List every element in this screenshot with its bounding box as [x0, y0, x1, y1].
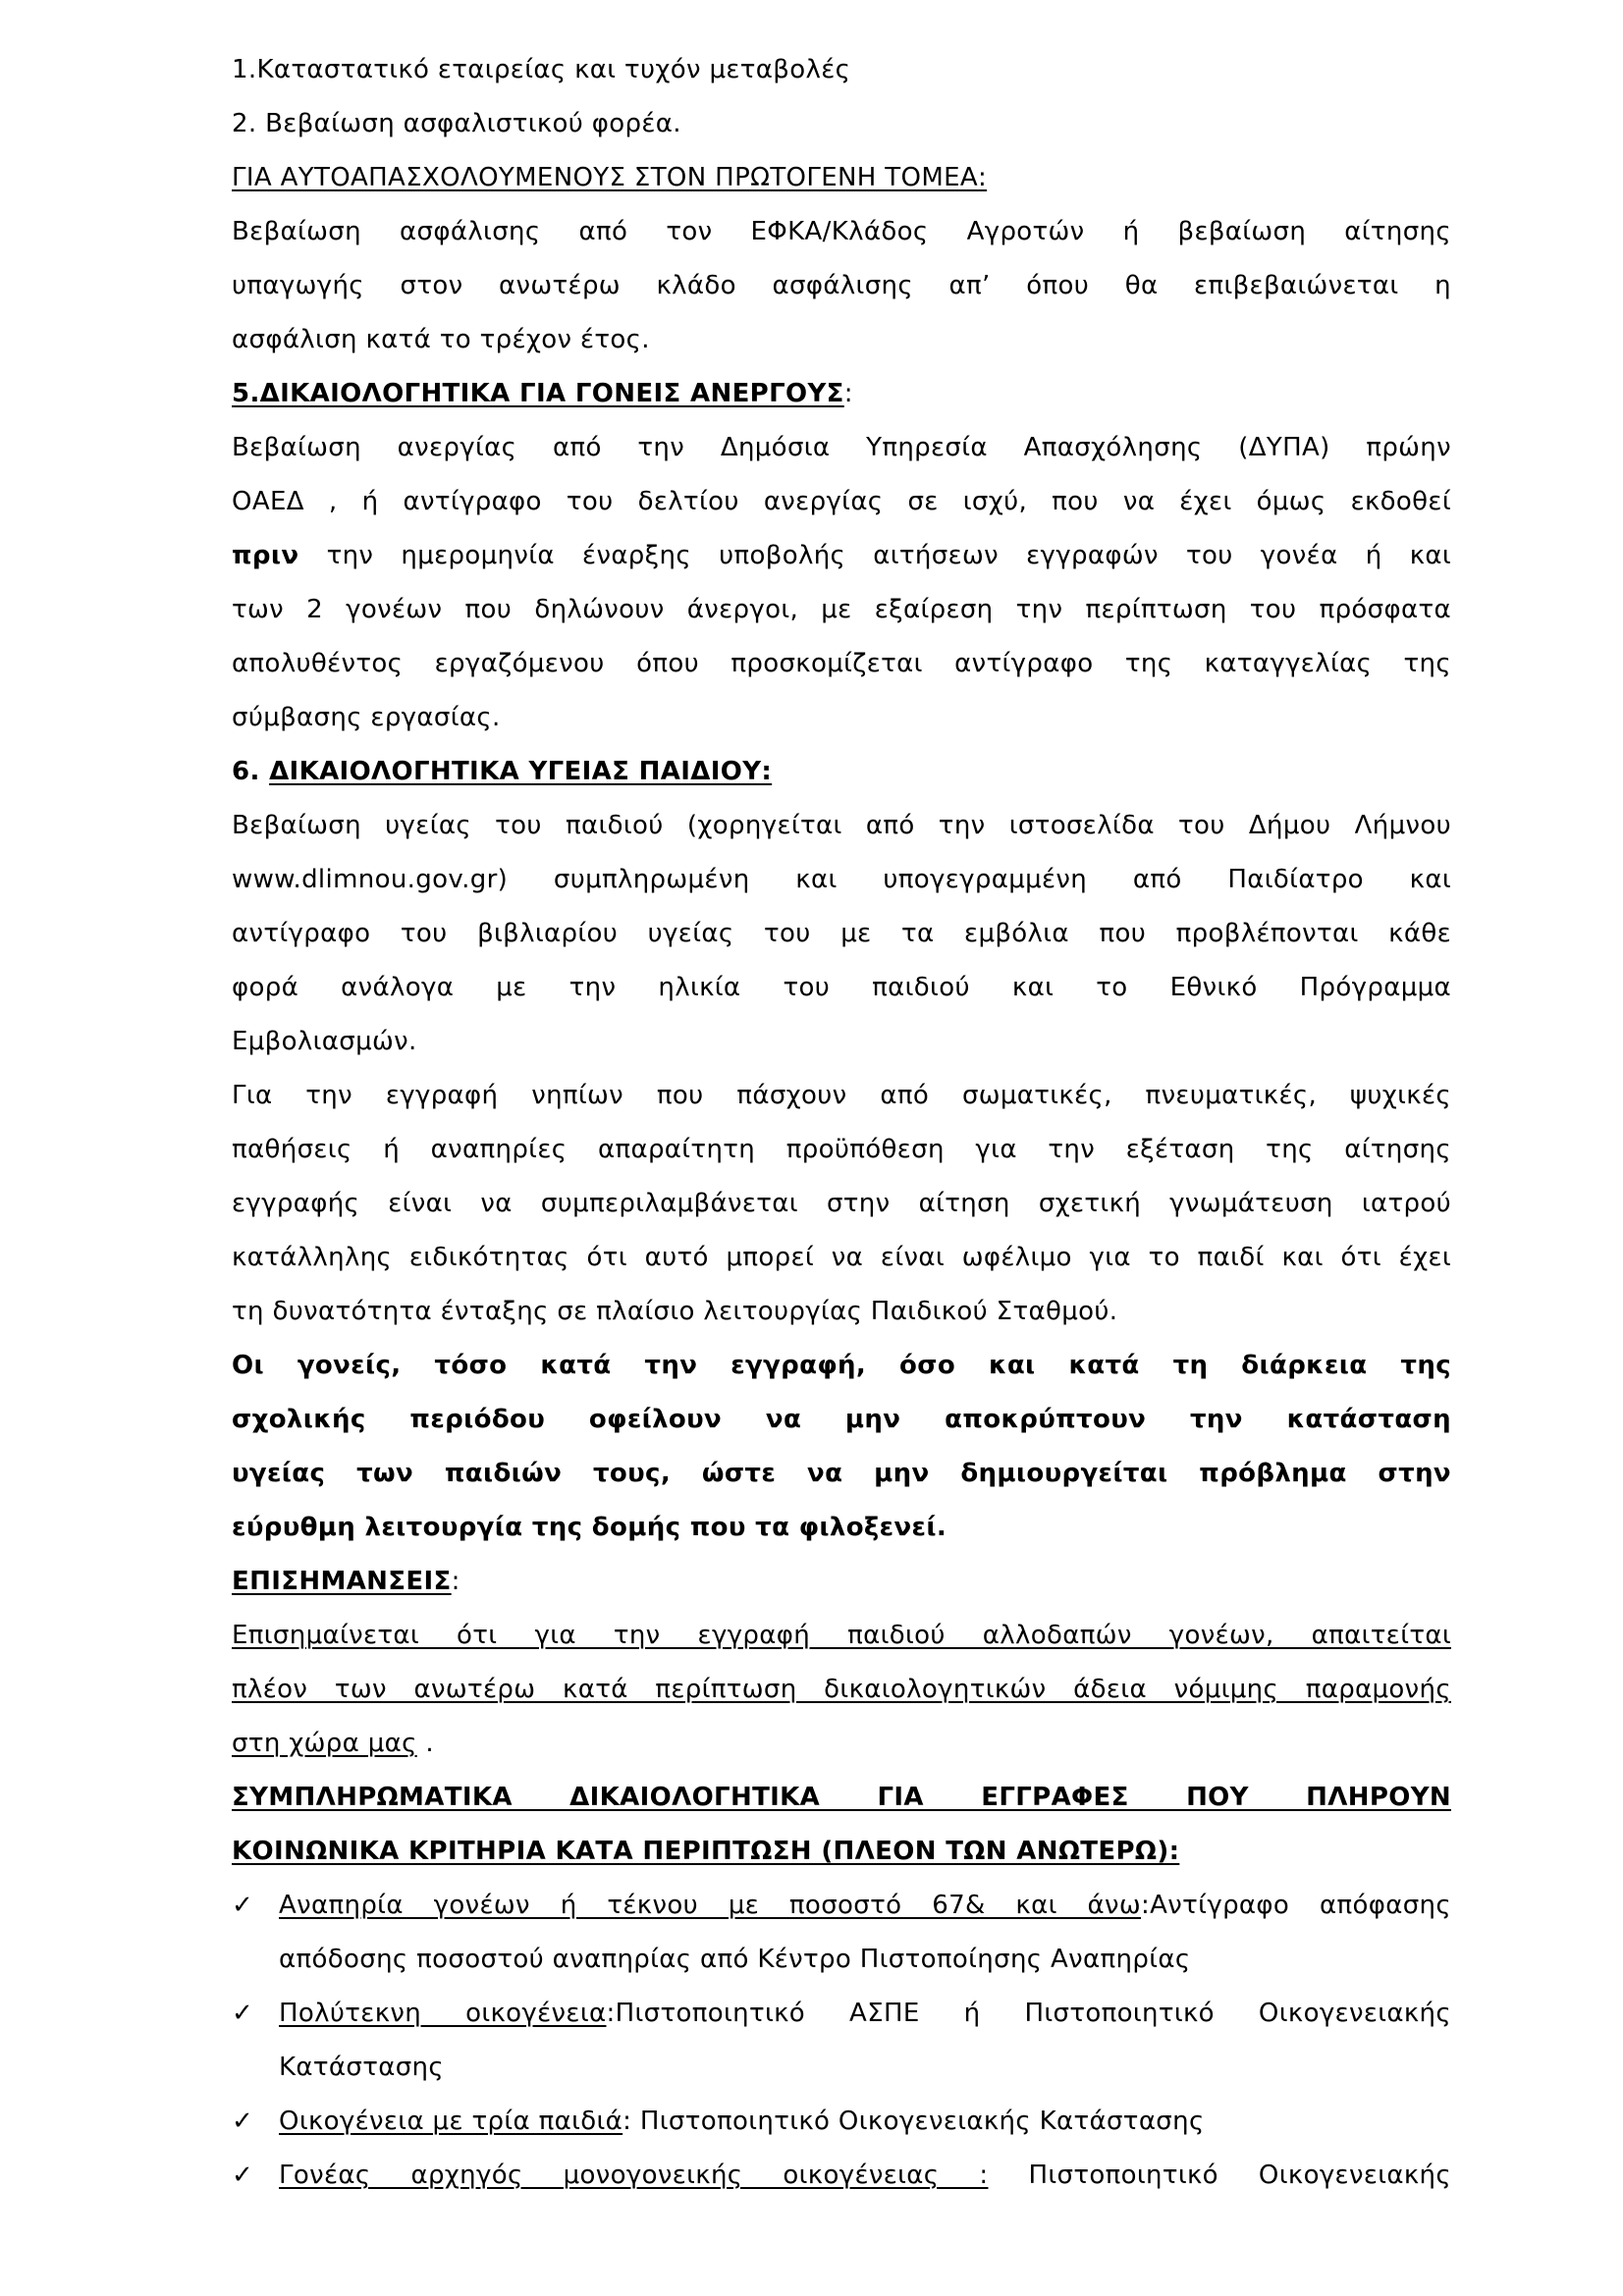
special-needs-line-4: κατάλληλης ειδικότητας ότι αυτό μπορεί να είναι ωφέλιμο για το παιδί και ότι έχει — [232, 1243, 1451, 1272]
parents-warning-line-2: σχολικής περιόδου οφείλουν να μην αποκρύπτουν την κατάσταση — [232, 1405, 1451, 1434]
criteria-item-line-2: Κατάστασης — [279, 2053, 444, 2082]
intro-item-1: 1.Καταστατικό εταιρείας και τυχόν μεταβολές — [232, 55, 851, 84]
criteria-item — [232, 1987, 1451, 2095]
notes-heading-colon: : — [451, 1567, 460, 1596]
criteria-item — [232, 2149, 1451, 2203]
notes-line-3-underlined: στη χώρα μας — [232, 1729, 417, 1758]
section5-bold-word: πριν — [232, 541, 299, 570]
self-employed-heading-text: ΓΙΑ ΑΥΤΟΑΠΑΣΧΟΛΟΥΜΕΝΟΥΣ ΣΤΟΝ ΠΡΩΤΟΓΕΝΗ ΤΟΜΕΑ: — [232, 163, 988, 192]
criteria-document: Πιστοποιητικό Οικογενειακής Κατάστασης — [639, 2107, 1205, 2136]
notes-line-1: Επισημαίνεται ότι για την εγγραφή παιδιού αλλοδαπών γονέων, απαιτείται — [232, 1621, 1451, 1650]
section5-heading-colon: : — [843, 379, 853, 408]
supplementary-heading-line-2 — [232, 1825, 1451, 1879]
checkmark-icon: ✓ — [232, 1891, 254, 1920]
section6-heading — [232, 745, 1451, 799]
criteria-label: Οικογένεια με τρία παιδιά — [279, 2107, 623, 2136]
criteria-document: Αντίγραφο απόφασης — [1150, 1891, 1451, 1920]
section5-line-1: Βεβαίωση ανεργίας από την Δημόσια Υπηρεσία Απασχόλησης (ΔΥΠΑ) πρώην — [232, 433, 1451, 462]
self-employed-line-1: Βεβαίωση ασφάλισης από τον ΕΦΚΑ/Κλάδος Αγροτών ή βεβαίωση αίτησης — [232, 217, 1451, 246]
section6-line-1: Βεβαίωση υγείας του παιδιού (χορηγείται από την ιστοσελίδα του Δήμου Λήμνου — [232, 811, 1451, 840]
supplementary-heading-line-1: ΣΥΜΠΛΗΡΩΜΑΤΙΚΑ ΔΙΚΑΙΟΛΟΓΗΤΙΚΑ ΓΙΑ ΕΓΓΡΑΦΕΣ ΠΟΥ ΠΛΗΡΟΥΝ — [232, 1783, 1451, 1812]
criteria-separator: : — [622, 2107, 640, 2136]
criteria-item-line-1 — [279, 2149, 1451, 2203]
special-needs-line-5: τη δυνατότητα ένταξης σε πλαίσιο λειτουργίας Παιδικού Σταθμού. — [232, 1297, 1118, 1326]
special-needs-line-2: παθήσεις ή αναπηρίες απαραίτητη προϋπόθεση για την εξέταση της αίτησης — [232, 1135, 1451, 1164]
document-page — [232, 43, 1451, 2203]
section5-heading — [232, 367, 1451, 421]
criteria-item-line-1 — [279, 1987, 1451, 2041]
section6-heading-text: ΔΙΚΑΙΟΛΟΓΗΤΙΚΑ ΥΓΕΙΑΣ ΠΑΙΔΙΟΥ: — [269, 757, 773, 786]
special-needs-line-3: εγγραφής είναι να συμπεριλαμβάνεται στην αίτηση σχετική γνωμάτευση ιατρού — [232, 1189, 1451, 1218]
criteria-label: Πολύτεκνη οικογένεια — [279, 1999, 607, 2028]
checkmark-icon: ✓ — [232, 2107, 254, 2136]
criteria-separator: : — [606, 1999, 616, 2028]
section5-line-6: σύμβασης εργασίας. — [232, 703, 501, 732]
section5-line-2: ΟΑΕΔ , ή αντίγραφο του δελτίου ανεργίας σε ισχύ, που να έχει όμως εκδοθεί — [232, 487, 1451, 516]
notes-line-2: πλέον των ανωτέρω κατά περίπτωση δικαιολογητικών άδεια νόμιμης παραμονής — [232, 1675, 1451, 1704]
criteria-item-line-2: απόδοσης ποσοστού αναπηρίας από Κέντρο Πιστοποίησης Αναπηρίας — [279, 1945, 1191, 1974]
section6-line-5: Εμβολιασμών. — [232, 1027, 417, 1056]
checkmark-icon: ✓ — [232, 1999, 254, 2028]
parents-warning-line-4: εύρυθμη λειτουργία της δομής που τα φιλοξενεί. — [232, 1513, 947, 1542]
criteria-list — [232, 1879, 1451, 2203]
notes-line-3-suffix: . — [416, 1729, 434, 1758]
section5-line-3 — [232, 529, 1451, 583]
section6-line-2: www.dlimnou.gov.gr) συμπληρωμένη και υπογεγραμμένη από Παιδίατρο και — [232, 865, 1451, 894]
criteria-item-line-1 — [279, 1879, 1451, 1933]
criteria-label: Γονέας αρχηγός μονογονεικής οικογένειας : — [279, 2161, 989, 2190]
criteria-separator — [988, 2161, 1028, 2190]
criteria-document: Πιστοποιητικό Οικογενειακής — [1028, 2161, 1451, 2190]
criteria-label: Αναπηρία γονέων ή τέκνου με ποσοστό 67& και άνω — [279, 1891, 1142, 1920]
criteria-item — [232, 2095, 1451, 2149]
self-employed-line-2: υπαγωγής στον ανωτέρω κλάδο ασφάλισης απ’ όπου θα επιβεβαιώνεται η — [232, 271, 1451, 300]
section5-line-5: απολυθέντος εργαζόμενου όπου προσκομίζεται αντίγραφο της καταγγελίας της — [232, 649, 1451, 678]
checkmark-icon: ✓ — [232, 2161, 254, 2190]
parents-warning-line-3: υγείας των παιδιών τους, ώστε να μην δημιουργείται πρόβλημα στην — [232, 1459, 1451, 1488]
notes-heading-text: ΕΠΙΣΗΜΑΝΣΕΙΣ — [232, 1567, 452, 1596]
criteria-separator: : — [1141, 1891, 1151, 1920]
notes-heading — [232, 1555, 1451, 1609]
self-employed-heading — [232, 151, 1451, 205]
criteria-item-line-1 — [279, 2095, 1451, 2149]
criteria-item — [232, 1879, 1451, 1987]
section6-number: 6. — [232, 757, 270, 786]
self-employed-line-3: ασφάλιση κατά το τρέχον έτος. — [232, 325, 650, 354]
section6-line-4: φορά ανάλογα με την ηλικία του παιδιού και το Εθνικό Πρόγραμμα — [232, 973, 1451, 1002]
section6-line-3: αντίγραφο του βιβλιαρίου υγείας του με τα εμβόλια που προβλέπονται κάθε — [232, 919, 1451, 948]
section5-line-3-rest: την ημερομηνία έναρξης υποβολής αιτήσεων εγγραφών του γονέα ή και — [298, 541, 1451, 570]
section5-line-4: των 2 γονέων που δηλώνουν άνεργοι, με εξαίρεση την περίπτωση του πρόσφατα — [232, 595, 1451, 624]
notes-line-3 — [232, 1717, 1451, 1771]
intro-item-2: 2. Βεβαίωση ασφαλιστικού φορέα. — [232, 109, 681, 138]
criteria-document: Πιστοποιητικό ΑΣΠΕ ή Πιστοποιητικό Οικογενειακής — [615, 1999, 1451, 2028]
special-needs-line-1: Για την εγγραφή νηπίων που πάσχουν από σωματικές, πνευματικές, ψυχικές — [232, 1081, 1451, 1110]
section5-heading-text: 5.ΔΙΚΑΙΟΛΟΓΗΤΙΚΑ ΓΙΑ ΓΟΝΕΙΣ ΑΝΕΡΓΟΥΣ — [232, 379, 844, 408]
supplementary-heading-line-2-text: ΚΟΙΝΩΝΙΚΑ ΚΡΙΤΗΡΙΑ ΚΑΤΑ ΠΕΡΙΠΤΩΣΗ (ΠΛΕΟΝ ΤΩΝ ΑΝΩΤΕΡΩ): — [232, 1837, 1180, 1866]
parents-warning-line-1: Οι γονείς, τόσο κατά την εγγραφή, όσο και κατά τη διάρκεια της — [232, 1351, 1451, 1380]
